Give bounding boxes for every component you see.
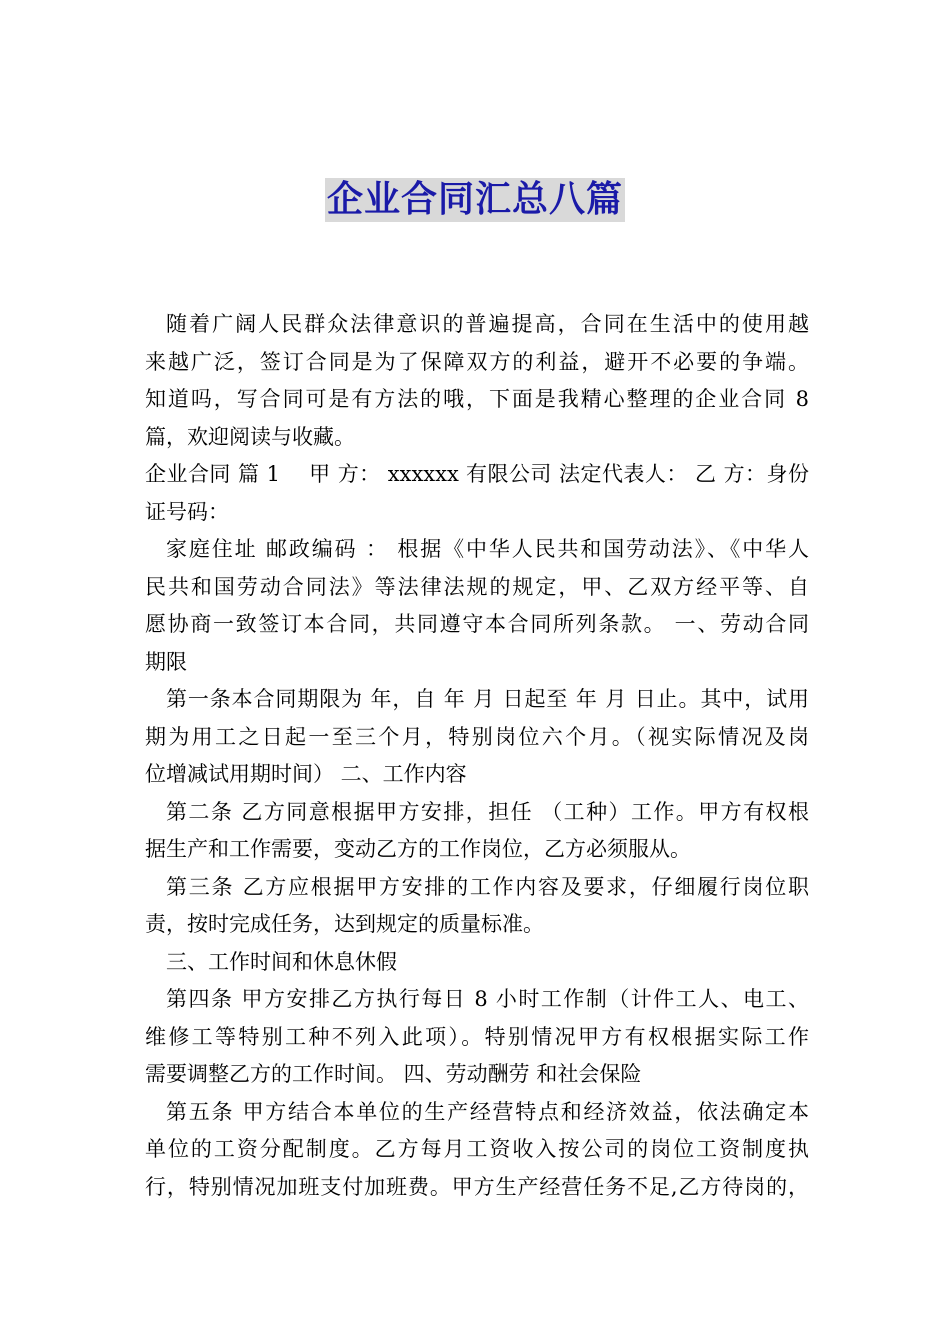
body-line: 家庭住址 邮政编码 ： 根据《中华人民共和国劳动法》、《中华人 bbox=[166, 537, 809, 561]
body-line: 第二条 乙方同意根据甲方安排，担任 （工种）工作。甲方有权根 bbox=[166, 799, 809, 824]
body-line: 第四条 甲方安排乙方执行每日 8 小时工作制（计件工人、电工、 bbox=[166, 987, 809, 1011]
body-line: 来越广泛，签订合同是为了保障双方的利益，避开不必要的争端。 bbox=[145, 349, 809, 374]
body-line: 据生产和工作需要，变动乙方的工作岗位，乙方必须服从。 bbox=[145, 837, 691, 861]
body-line: 期限 bbox=[145, 649, 187, 674]
body-line: 篇，欢迎阅读与收藏。 bbox=[145, 424, 355, 449]
document-title: 企业合同汇总八篇 bbox=[326, 179, 623, 220]
body-line: 企业合同 篇 1 甲 方： xxxxxx 有限公司 法定代表人： 乙 方：身份 bbox=[145, 462, 809, 486]
body-line: 第五条 甲方结合本单位的生产经营特点和经济效益，依法确定本 bbox=[166, 1099, 809, 1124]
body-line: 责，按时完成任务，达到规定的质量标准。 bbox=[145, 912, 544, 936]
body-line: 知道吗，写合同可是有方法的哦，下面是我精心整理的企业合同 8 bbox=[145, 387, 809, 411]
body-line: 证号码： bbox=[145, 499, 229, 524]
document-body bbox=[145, 306, 809, 1206]
body-line: 民共和国劳动合同法》等法律法规的规定，甲、乙双方经平等、自 bbox=[145, 574, 809, 599]
body-line: 维修工等特别工种不列入此项）。特别情况甲方有权根据实际工作 bbox=[145, 1024, 809, 1049]
title-container bbox=[0, 178, 950, 222]
body-line: 行，特别情况加班支付加班费。甲方生产经营任务不足,乙方待岗的， bbox=[145, 1174, 809, 1199]
body-line: 三、工作时间和休息休假 bbox=[166, 949, 397, 974]
body-line: 期为用工之日起一至三个月，特别岗位六个月。（视实际情况及岗 bbox=[145, 724, 809, 749]
body-line: 第一条本合同期限为 年，自 年 月 日起至 年 月 日止。其中，试用 bbox=[166, 687, 809, 711]
body-line: 位增减试用期时间） 二、工作内容 bbox=[145, 762, 467, 786]
body-line: 随着广阔人民群众法律意识的普遍提高，合同在生活中的使用越 bbox=[166, 312, 809, 336]
body-line: 单位的工资分配制度。乙方每月工资收入按公司的岗位工资制度执 bbox=[145, 1137, 809, 1161]
body-line: 需要调整乙方的工作时间。 四、劳动酬劳 和社会保险 bbox=[145, 1062, 642, 1086]
body-line: 愿协商一致签订本合同，共同遵守本合同所列条款。 一、劳动合同 bbox=[145, 612, 809, 636]
body-line: 第三条 乙方应根据甲方安排的工作内容及要求，仔细履行岗位职 bbox=[166, 874, 809, 899]
